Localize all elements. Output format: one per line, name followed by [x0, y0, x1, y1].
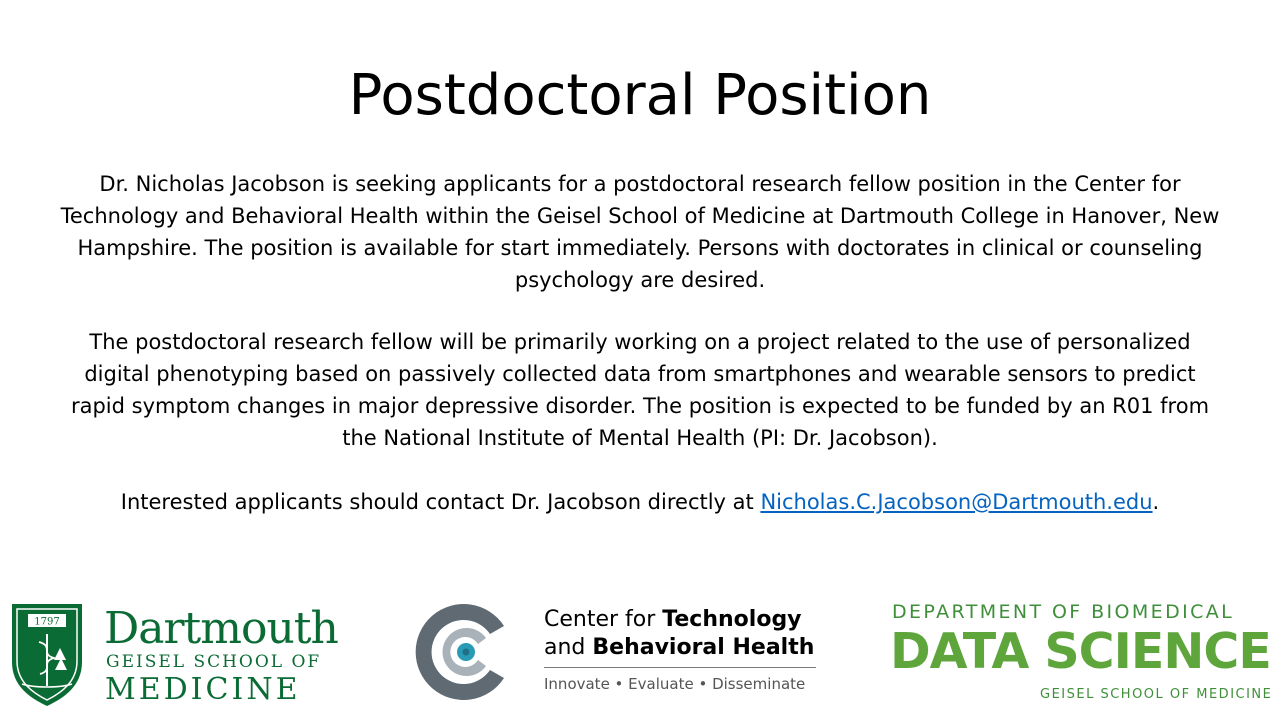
- medicine-text: MEDICINE: [105, 672, 301, 707]
- contact-prefix: Interested applicants should contact Dr. Jacobson directly at: [120, 490, 761, 514]
- ctbh-logo: [410, 596, 830, 708]
- ctbh-line1: Center for Technology: [544, 607, 802, 632]
- dbds-geisel-text: GEISEL SCHOOL OF MEDICINE: [1040, 687, 1273, 702]
- contact-paragraph: [60, 486, 1220, 518]
- contact-email-link[interactable]: Nicholas.C.Jacobson@Dartmouth.edu: [760, 490, 1153, 514]
- page-title: Postdoctoral Position: [348, 63, 932, 128]
- dartmouth-wordmark: Dartmouth: [104, 603, 338, 654]
- ctbh-divider: [544, 667, 816, 668]
- geisel-school-of-text: GEISEL SCHOOL OF: [106, 652, 322, 672]
- dbds-data-science-text: DATA SCIENCE: [890, 623, 1271, 680]
- ctbh-tagline: Innovate • Evaluate • Disseminate: [544, 675, 806, 693]
- dbds-department-text: DEPARTMENT OF BIOMEDICAL: [892, 601, 1235, 623]
- intro-paragraph: Dr. Nicholas Jacobson is seeking applicants for a postdoctoral research fellow position in the Center for Technology and Behavioral Health within the Geisel School of Medicine at Dartmouth College in Hanover, New Hampshire. The position is available for start immediately. Persons with doctorates in clinical or counseling psychology are desired.: [60, 172, 1220, 292]
- biomedical-data-science-logo: [890, 600, 1273, 710]
- dartmouth-shield-icon: [8, 600, 86, 708]
- ctbh-line2: and Behavioral Health: [544, 635, 815, 660]
- dartmouth-geisel-logo: [8, 600, 338, 710]
- project-paragraph: The postdoctoral research fellow will be primarily working on a project related to the use of personalized digital phenotyping based on passively collected data from smartphones and wearable sensors to predict rapid symptom changes in major depressive disorder. The position is expected to be funded by an R01 from the National Institute of Mental Health (PI: Dr. Jacobson).: [70, 330, 1210, 450]
- contact-suffix: .: [1152, 490, 1160, 514]
- shield-year-text: 1797: [34, 616, 60, 628]
- ctbh-circle-icon: [410, 596, 522, 708]
